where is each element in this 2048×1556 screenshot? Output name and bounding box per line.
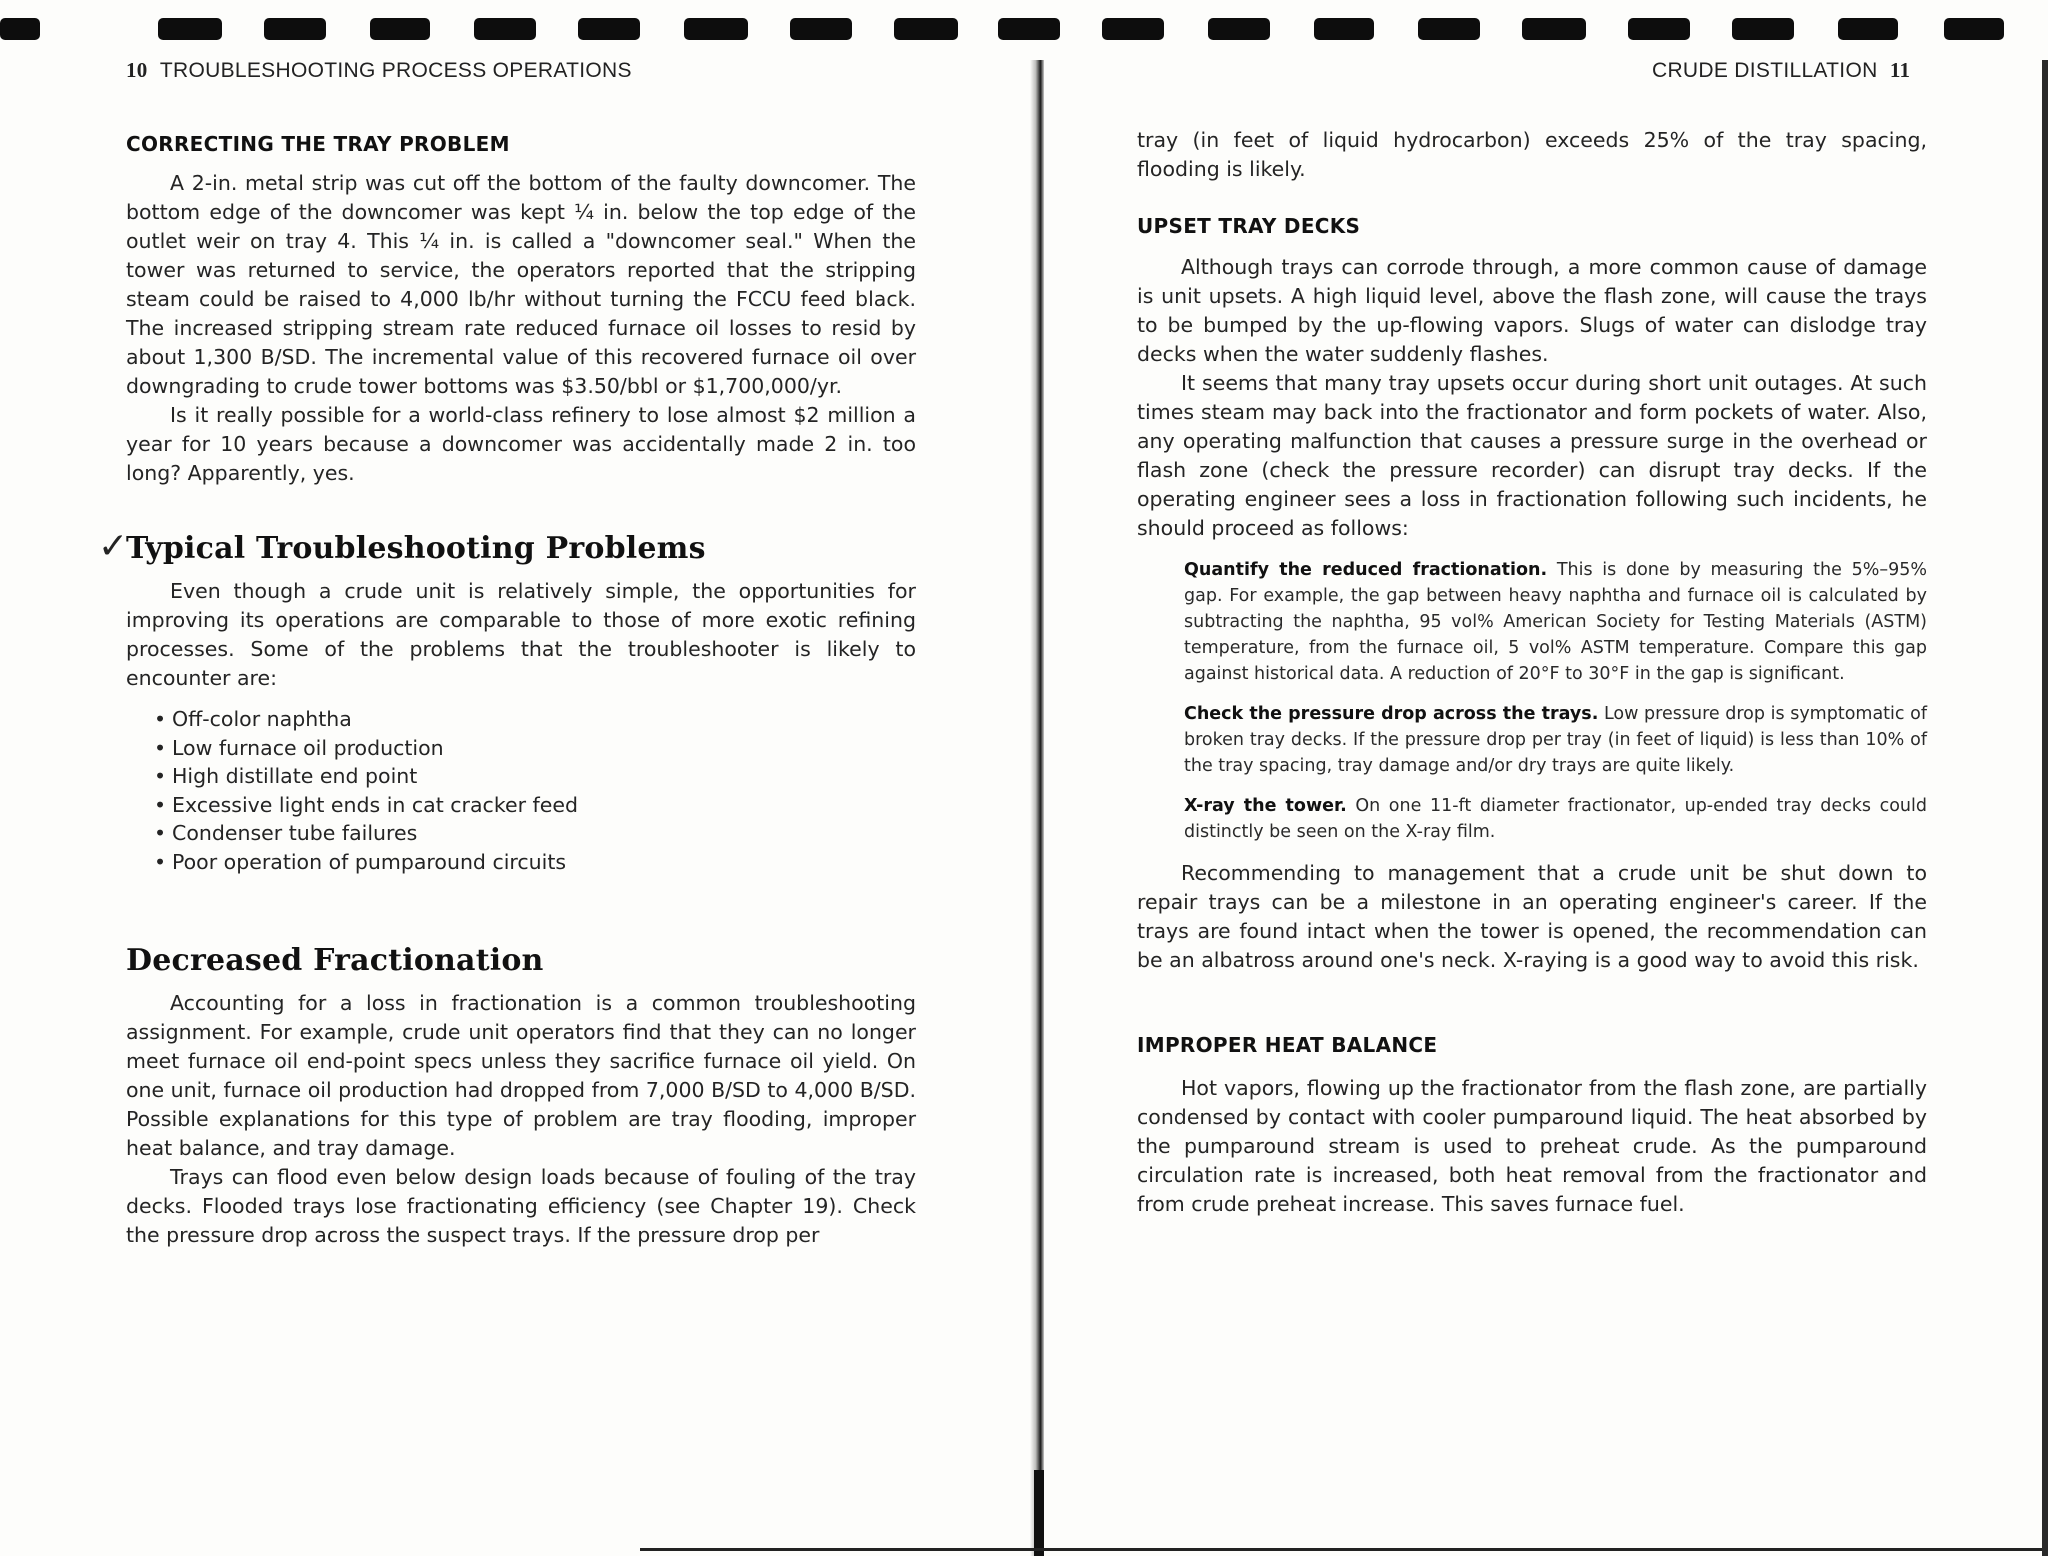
left-page-number: 10 <box>126 58 148 82</box>
typical-heading-wrap <box>98 526 916 567</box>
step-text: Low pressure drop is symptomatic of broken tray decks. If the pressure drop per tray (in feet of liquid) is less than 10% of the tray spacing, tray damage and/or dry trays are quite likely. <box>1184 704 1927 776</box>
book-spine <box>1034 1470 1044 1556</box>
paragraph-flooding-continued: tray (in feet of liquid hydrocarbon) exceeds 25% of the tray spacing, flooding is likely. <box>1137 128 1927 181</box>
binding-hole <box>1628 18 1690 40</box>
step-pressure-drop <box>1184 701 1927 779</box>
step-title: Quantify the reduced fractionation. <box>1184 560 1548 580</box>
left-page-column <box>98 130 916 1250</box>
binding-hole <box>790 18 852 40</box>
heading-correcting-tray: CORRECTING THE TRAY PROBLEM <box>126 132 510 156</box>
binding-hole <box>1732 18 1794 40</box>
list-item: • Off-color naphtha <box>154 705 916 734</box>
paragraph-loss-fractionation: Accounting for a loss in fractionation is a common troubleshooting assignment. For example, crude unit operators find that they can no longer meet furnace oil end-point specs unless they sacrifice furnace oil yield. On one unit, furnace oil production had dropped from 7,000 B/SD to 4,000 B/SD. Possible explanations for this type of problem are tray flooding, improper heat balance, and tray damage. <box>126 991 916 1160</box>
heading-decreased-fractionation: Decreased Fractionation <box>126 943 544 978</box>
binding-hole <box>1102 18 1164 40</box>
binding-hole <box>370 18 430 40</box>
step-xray <box>1184 793 1927 845</box>
paragraph-short-outages: It seems that many tray upsets occur during short unit outages. At such times steam may back into the fractionator and form pockets of water. Also, any operating malfunction that causes a pressure surge in the overhead or flash zone (check the pressure recorder) can disrupt tray decks. If the operating engineer sees a loss in fractionation following such incidents, he should proceed as follows: <box>1137 371 1927 540</box>
list-item: • High distillate end point <box>154 762 916 791</box>
list-item: • Poor operation of pumparound circuits <box>154 848 916 877</box>
binding-hole <box>474 18 536 40</box>
list-item: • Condenser tube failures <box>154 819 916 848</box>
list-item: • Excessive light ends in cat cracker feed <box>154 791 916 820</box>
right-page-column <box>1137 126 1927 1219</box>
binding-hole <box>998 18 1060 40</box>
binding-hole <box>1838 18 1898 40</box>
heading-improper-heat-balance: IMPROPER HEAT BALANCE <box>1137 1033 1438 1057</box>
step-text: This is done by measuring the 5%–95% gap. For example, the gap between heavy naphtha and furnace oil is calculated by subtracting the naphtha, 95 vol% American Society for Testing Materials (ASTM) temperature, from the furnace oil, 5 vol% ASTM temperature. Compare this gap against historical data. A reduction of 20°F to 30°F in the gap is significant. <box>1184 560 1927 684</box>
paragraph-hot-vapors: Hot vapors, flowing up the fractionator from the flash zone, are partially condensed by contact with cooler pumparound liquid. The heat absorbed by the pumparound stream is used to preheat crude. As the pumparound circulation rate is increased, both heat removal from the fractionator and from crude preheat increase. This saves furnace fuel. <box>1137 1076 1927 1216</box>
paragraph-crude-unit-intro: Even though a crude unit is relatively simple, the opportunities for improving its operations are comparable to those of more exotic refining processes. Some of the problems that the troubleshooter is likely to encounter are: <box>126 579 916 690</box>
heading-upset-tray-decks: UPSET TRAY DECKS <box>1137 214 1361 238</box>
heading-typical-problems: Typical Troubleshooting Problems <box>126 531 706 566</box>
paragraph-two-million: Is it really possible for a world-class refinery to lose almost $2 million a year for 10 years because a downcomer was accidentally made 2 in. too long? Apparently, yes. <box>126 403 916 485</box>
step-title: X-ray the tower. <box>1184 796 1347 816</box>
binding-hole <box>264 18 326 40</box>
page-bottom-edge <box>640 1548 2048 1551</box>
paragraph-downcomer-fix: A 2-in. metal strip was cut off the bottom of the faulty downcomer. The bottom edge of the downcomer was kept ¼ in. below the top edge of the outlet weir on tray 4. This ¼ in. is called a "downcomer seal." When the tower was returned to service, the operators reported that the stripping steam could be raised to 4,000 lb/hr without turning the FCCU feed black. The increased stripping stream rate reduced furnace oil losses to resid by about 1,300 B/SD. The incremental value of this recovered furnace oil over downgrading to crude tower bottoms was $3.50/bbl or $1,700,000/yr. <box>126 171 916 398</box>
book-gutter-shadow <box>1030 60 1044 1556</box>
binding-hole <box>1418 18 1480 40</box>
binding-hole <box>894 18 958 40</box>
left-running-head <box>126 58 632 83</box>
binding-hole <box>0 18 40 40</box>
step-text: On one 11-ft diameter fractionator, up-ended tray decks could distinctly be seen on the X-ray film. <box>1184 796 1927 842</box>
binding-hole <box>158 18 222 40</box>
problem-list <box>126 705 916 876</box>
binding-holes <box>0 18 2048 44</box>
binding-hole <box>684 18 748 40</box>
binding-hole <box>1522 18 1586 40</box>
procedure-steps <box>1137 557 1927 845</box>
paragraph-tray-flooding: Trays can flood even below design loads because of fouling of the tray decks. Flooded trays lose fractionating efficiency (see Chapter 19). Check the pressure drop across the suspect trays. If the pressure drop per <box>126 1165 916 1247</box>
paragraph-recommending-shutdown: Recommending to management that a crude unit be shut down to repair trays can be a milestone in an operating engineer's career. If the trays are found intact when the tower is opened, the recommendation can be an albatross around one's neck. X-raying is a good way to avoid this risk. <box>1137 861 1927 972</box>
step-quantify <box>1184 557 1927 687</box>
left-running-head-title: TROUBLESHOOTING PROCESS OPERATIONS <box>159 59 632 82</box>
binding-hole <box>1208 18 1270 40</box>
paragraph-unit-upsets: Although trays can corrode through, a more common cause of damage is unit upsets. A high liquid level, above the flash zone, will cause the trays to be bumped by the up-flowing vapors. Slugs of water can dislodge tray decks when the water suddenly flashes. <box>1137 255 1927 366</box>
step-title: Check the pressure drop across the trays. <box>1184 704 1599 724</box>
right-running-head <box>1652 58 1910 83</box>
page-right-edge <box>2042 60 2048 1556</box>
right-page-number: 11 <box>1889 58 1911 82</box>
binding-hole <box>578 18 640 40</box>
list-item: • Low furnace oil production <box>154 734 916 763</box>
binding-hole <box>1314 18 1374 40</box>
binding-hole <box>1944 18 2004 40</box>
checkmark-icon: ✓ <box>98 526 129 567</box>
right-running-head-title: CRUDE DISTILLATION <box>1652 59 1878 82</box>
